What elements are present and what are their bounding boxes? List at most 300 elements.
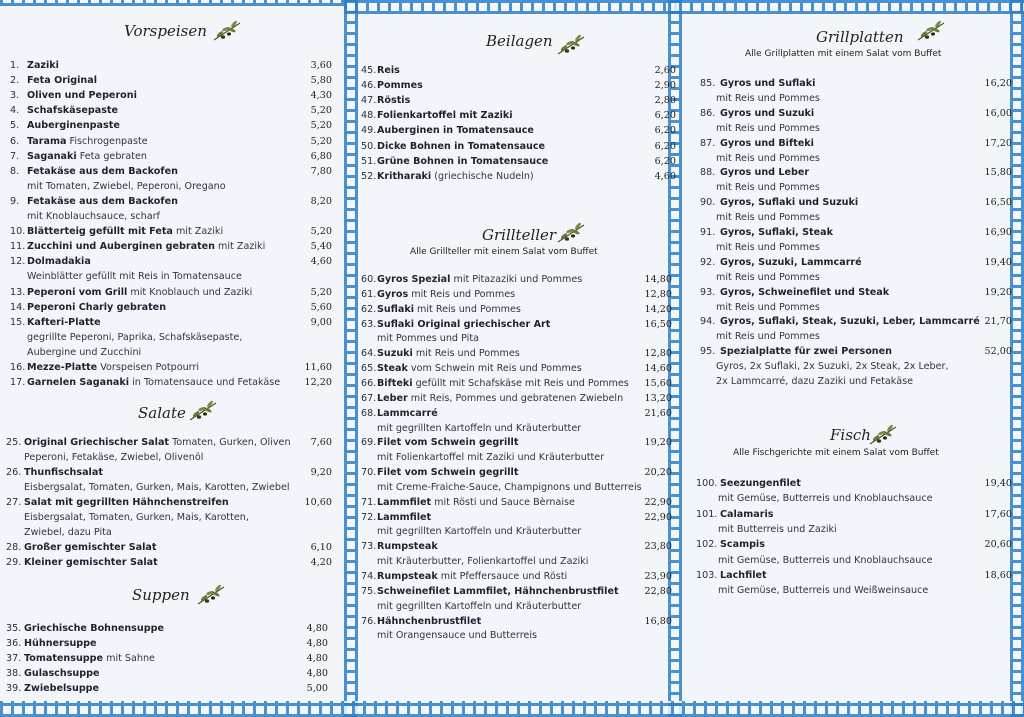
item-description: mit Reis und Pommes — [414, 303, 521, 315]
item-name: Großer gemischter Salat — [24, 542, 157, 553]
olive-branch-icon — [188, 400, 218, 422]
item-details: gegrillte Peperoni, Paprika, Schafskäsepaste, — [27, 331, 243, 343]
item-number: 60. — [361, 274, 377, 285]
item-price: 6,20 — [654, 155, 676, 167]
menu-item — [6, 623, 164, 635]
item-number: 2. — [10, 75, 20, 87]
item-price: 22,80 — [644, 585, 672, 597]
item-name: Grüne Bohnen in Tomatensauce — [377, 155, 549, 167]
menu-item — [361, 274, 583, 286]
item-details: mit Reis und Pommes — [716, 122, 820, 134]
menu-item — [361, 318, 551, 331]
item-number: 66. — [361, 377, 377, 389]
item-details: Eisbergsalat, Tomaten, Gurken, Mais, Karotten, — [24, 512, 249, 523]
item-details: mit Reis und Pommes — [716, 92, 820, 104]
item-number: 10. — [10, 226, 26, 238]
item-name: Auberginen in Tomatensauce — [377, 125, 534, 137]
item-details: mit Reis und Pommes — [716, 152, 820, 164]
menu-item — [361, 288, 516, 301]
item-price: 20,60 — [984, 539, 1012, 551]
item-name: Auberginenpaste — [27, 120, 120, 132]
olive-branch-icon — [556, 34, 586, 56]
item-name: Gyros, Suflaki, Steak — [720, 227, 833, 238]
item-name: Bifteki gefüllt mit Schafskäse mit Reis und Pommes — [377, 377, 629, 389]
item-details: Eisbergsalat, Tomaten, Gurken, Mais, Karotten, Zwiebel — [24, 482, 290, 493]
item-number: 101. — [696, 508, 718, 520]
item-price: 4,60 — [310, 256, 332, 268]
item-number: 9. — [10, 195, 20, 207]
greek-key-border-top-right — [668, 0, 1024, 14]
item-description: mit Zaziki — [172, 226, 224, 238]
greek-key-border-bottom — [0, 701, 1024, 717]
item-name: Gyros, Suflaki und Suzuki — [720, 197, 859, 209]
item-description: mit Pfeffersauce und Rösti — [437, 571, 568, 582]
menu-item — [361, 615, 482, 628]
menu-item — [361, 467, 519, 479]
item-name: Schafskäsepaste — [27, 105, 119, 117]
item-description: mit Reis und Pommes — [408, 288, 516, 300]
menu-item — [361, 496, 575, 509]
item-price: 5,40 — [310, 241, 332, 253]
item-name: Saganaki Feta gebraten — [27, 150, 147, 162]
olive-branch-icon — [916, 20, 946, 42]
menu-item — [700, 346, 892, 358]
item-name: Gyros mit Reis und Pommes — [377, 288, 516, 300]
menu-item — [361, 65, 400, 77]
item-number: 7. — [10, 150, 20, 162]
item-number: 37. — [6, 653, 22, 664]
item-number: 36. — [6, 638, 22, 649]
menu-item — [361, 348, 520, 360]
item-details: mit Reis und Pommes — [716, 301, 820, 313]
item-price: 17,60 — [984, 508, 1012, 520]
item-price: 22,90 — [644, 511, 672, 523]
item-name: Filet vom Schwein gegrillt — [377, 437, 519, 449]
item-name: Gyros und Leber — [720, 167, 810, 179]
item-price: 3,60 — [310, 60, 332, 71]
item-details: mit Reis und Pommes — [716, 182, 820, 194]
item-name: Salat mit gegrillten Hähnchenstreifen — [24, 497, 229, 508]
item-number: 51. — [361, 155, 377, 167]
item-details: mit gegrillten Kartoffeln und Kräuterbutter — [377, 600, 582, 612]
menu-item — [696, 569, 767, 582]
item-price: 5,20 — [310, 135, 332, 147]
item-details: mit Reis und Pommes — [716, 241, 820, 253]
menu-item — [361, 571, 568, 583]
menu-item — [6, 638, 97, 650]
menu-item — [361, 140, 546, 153]
item-name: Lammcarré — [377, 407, 438, 419]
item-number: 85. — [700, 78, 716, 89]
item-name: Hähnchenbrustfilet — [377, 615, 482, 627]
item-name: Calamaris — [720, 508, 774, 520]
item-name: Peperoni Charly gebraten — [27, 301, 167, 313]
menu-item — [6, 497, 229, 509]
item-price: 14,60 — [644, 363, 672, 375]
item-price: 4,30 — [310, 90, 332, 102]
item-price: 4,80 — [306, 668, 328, 679]
item-number: 71. — [361, 496, 377, 508]
item-price: 6,20 — [654, 110, 676, 122]
item-details: mit Gemüse, Butterreis und Weißweinsauce — [718, 585, 929, 597]
item-name: Leber mit Reis, Pommes und gebratenen Zwiebeln — [377, 392, 624, 404]
item-price: 21,60 — [644, 407, 672, 419]
menu-item — [700, 107, 815, 120]
menu-item — [10, 150, 147, 163]
item-details: mit Tomaten, Zwiebel, Peperoni, Oregano — [27, 180, 226, 192]
menu-item — [696, 478, 801, 490]
menu-item — [10, 90, 137, 102]
item-description: Tomaten, Gurken, Oliven — [169, 437, 291, 448]
item-number: 94. — [700, 316, 716, 328]
item-name: Hühnersuppe — [24, 638, 97, 649]
item-number: 102. — [696, 539, 718, 551]
item-name: Peperoni vom Grill mit Knoblauch und Zaziki — [27, 286, 253, 298]
menu-item — [361, 155, 549, 168]
item-name: Suflaki mit Reis und Pommes — [377, 303, 521, 315]
item-number: 74. — [361, 571, 377, 582]
item-name: Lammfilet — [377, 511, 432, 523]
item-name: Griechische Bohnensuppe — [24, 623, 164, 634]
menu-item — [10, 75, 97, 87]
item-price: 6,80 — [310, 150, 332, 162]
item-number: 67. — [361, 392, 377, 404]
item-name: Suzuki mit Reis und Pommes — [377, 348, 520, 360]
item-details: mit gegrillten Kartoffeln und Kräuterbutter — [377, 526, 582, 538]
item-description: (griechische Nudeln) — [431, 170, 534, 182]
item-name: Lachfilet — [720, 569, 767, 581]
item-number: 17. — [10, 377, 26, 389]
item-number: 103. — [696, 569, 718, 581]
item-number: 52. — [361, 170, 377, 182]
menu-item — [10, 135, 148, 148]
item-price: 11,60 — [304, 362, 332, 373]
section-title-beilagen: Beilagen — [486, 32, 553, 50]
item-name: Reis — [377, 65, 400, 76]
item-name: Mezze-Platte Vorspeisen Potpourri — [27, 362, 200, 373]
item-number: 35. — [6, 623, 22, 634]
item-number: 90. — [700, 197, 716, 209]
item-name: Lammfilet mit Rösti und Sauce Bèrnaise — [377, 496, 575, 508]
item-number: 86. — [700, 107, 716, 119]
menu-item — [700, 227, 833, 239]
item-name: Tarama Fischrogenpaste — [27, 135, 148, 147]
item-price: 22,90 — [644, 496, 672, 508]
menu-item — [6, 542, 157, 554]
item-details: mit Orangensauce und Butterreis — [377, 630, 537, 642]
section-title-suppen: Suppen — [132, 586, 190, 604]
item-number: 28. — [6, 542, 22, 553]
item-name: Gyros Spezial mit Pitazaziki und Pommes — [377, 274, 583, 285]
menu-item — [361, 363, 582, 375]
item-description: mit Zaziki — [215, 241, 266, 253]
item-details: mit Creme-Fraiche-Sauce, Champignons und Butterreis — [377, 481, 642, 493]
item-number: 50. — [361, 140, 377, 152]
item-price: 6,20 — [654, 125, 676, 137]
olive-branch-icon — [212, 20, 242, 42]
section-title-grillteller: Grillteller — [482, 226, 557, 244]
item-details: mit Butterreis und Zaziki — [718, 523, 837, 535]
item-price: 21,70 — [984, 316, 1012, 328]
item-details: Gyros, 2x Suflaki, 2x Suzuki, 2x Steak, 2x Leber, — [716, 361, 949, 373]
item-price: 14,80 — [644, 274, 672, 285]
item-number: 76. — [361, 615, 377, 627]
item-number: 46. — [361, 80, 377, 92]
item-name: Gyros, Suflaki, Steak, Suzuki, Leber, Lammcarré — [720, 316, 980, 328]
menu-item — [10, 286, 253, 299]
section-title-vorspeisen: Vorspeisen — [124, 22, 207, 40]
menu-item — [696, 539, 765, 551]
item-price: 9,00 — [310, 316, 332, 328]
item-number: 72. — [361, 511, 377, 523]
item-name: Gulaschsuppe — [24, 668, 100, 679]
item-number: 25. — [6, 437, 22, 448]
item-name: Gyros und Suflaki — [720, 78, 816, 89]
item-price: 17,20 — [984, 137, 1012, 149]
item-number: 64. — [361, 348, 377, 360]
item-number: 93. — [700, 286, 716, 298]
item-details: mit Folienkartoffel mit Zaziki und Kräuterbutter — [377, 452, 605, 464]
menu-item — [696, 508, 774, 521]
menu-item — [361, 110, 513, 122]
item-price: 23,90 — [644, 571, 672, 582]
menu-item — [10, 301, 167, 314]
item-number: 88. — [700, 167, 716, 179]
item-number: 63. — [361, 318, 377, 330]
item-price: 2,60 — [654, 65, 676, 76]
item-name: Blätterteig gefüllt mit Feta mit Zaziki — [27, 226, 224, 238]
olive-branch-icon — [196, 584, 226, 606]
menu-item — [700, 197, 859, 209]
item-number: 91. — [700, 227, 716, 238]
item-number: 48. — [361, 110, 377, 122]
item-number: 1. — [10, 60, 20, 71]
item-number: 70. — [361, 467, 377, 479]
item-name: Rumpsteak — [377, 541, 438, 553]
item-details: mit Gemüse, Butterreis und Knoblauchsauce — [718, 493, 933, 505]
item-name: Schweinefilet Lammfilet, Hähnchenbrustfilet — [377, 585, 619, 597]
item-number: 65. — [361, 363, 377, 375]
item-price: 16,90 — [984, 227, 1012, 238]
item-name: Kritharaki (griechische Nudeln) — [377, 170, 534, 182]
item-number: 69. — [361, 437, 377, 449]
item-price: 15,60 — [644, 377, 672, 389]
menu-item — [700, 286, 890, 299]
greek-key-border-right-edge — [1010, 0, 1024, 717]
item-details: mit Gemüse, Butterreis und Knoblauchsauce — [718, 554, 933, 566]
item-price: 12,20 — [304, 377, 332, 389]
item-number: 11. — [10, 241, 26, 253]
item-number: 29. — [6, 557, 22, 568]
item-price: 5,20 — [310, 286, 332, 298]
menu-item — [361, 80, 423, 92]
item-description: mit Sahne — [103, 653, 155, 664]
item-details: Aubergine und Zucchini — [27, 346, 142, 358]
menu-item — [10, 362, 200, 374]
menu-item — [361, 407, 438, 420]
olive-branch-icon — [556, 222, 586, 244]
item-name: Oliven und Peperoni — [27, 90, 137, 102]
item-price: 4,80 — [306, 638, 328, 649]
item-details: mit gegrillten Kartoffeln und Kräuterbutter — [377, 422, 582, 434]
menu-item — [10, 256, 91, 268]
item-number: 75. — [361, 585, 377, 597]
menu-item — [10, 241, 266, 253]
item-name: Suflaki Original griechischer Art — [377, 318, 551, 330]
item-name: Kleiner gemischter Salat — [24, 557, 158, 568]
item-price: 5,00 — [306, 683, 328, 694]
item-number: 100. — [696, 478, 718, 489]
item-number: 45. — [361, 65, 377, 76]
item-number: 4. — [10, 105, 20, 117]
item-details: mit Knoblauchsauce, scharf — [27, 211, 160, 222]
item-description: Fischrogenpaste — [66, 135, 148, 147]
item-description: mit Rösti und Sauce Bèrnaise — [431, 496, 575, 508]
item-number: 26. — [6, 467, 22, 478]
item-price: 7,60 — [310, 437, 332, 448]
menu-item — [6, 653, 155, 665]
item-details: Peperoni, Fetakäse, Zwiebel, Olivenöl — [24, 452, 204, 463]
item-description: mit Pitazaziki und Pommes — [450, 274, 583, 285]
item-name: Zucchini und Auberginen gebraten mit Zaziki — [27, 241, 266, 253]
item-description: mit Reis und Pommes — [412, 348, 520, 360]
item-price: 16,80 — [644, 615, 672, 627]
section-title-fisch: Fisch — [830, 426, 871, 444]
item-price: 19,40 — [984, 478, 1012, 489]
item-number: 13. — [10, 286, 26, 298]
item-price: 5,60 — [310, 301, 332, 313]
item-description: gefüllt mit Schafskäse mit Reis und Pommes — [412, 377, 629, 389]
item-name: Seezungenfilet — [720, 478, 801, 489]
grillteller-subtitle: Alle Grillteller mit einem Salat vom Buffet — [410, 247, 598, 257]
item-details: mit Kräuterbutter, Folienkartoffel und Zaziki — [377, 556, 589, 568]
grillplatten-subtitle: Alle Grillplatten mit einem Salat vom Buffet — [745, 49, 942, 59]
item-price: 19,20 — [984, 286, 1012, 298]
item-price: 6,10 — [310, 542, 332, 553]
item-number: 8. — [10, 165, 20, 177]
item-name: Scampis — [720, 539, 765, 551]
item-name: Folienkartoffel mit Zaziki — [377, 110, 513, 122]
menu-item — [361, 392, 624, 405]
item-name: Gyros, Schweinefilet und Steak — [720, 286, 890, 298]
item-details: mit Reis und Pommes — [716, 331, 820, 343]
item-details: mit Pommes und Pita — [377, 333, 479, 345]
item-price: 7,80 — [310, 165, 332, 177]
item-number: 3. — [10, 90, 20, 102]
item-price: 4,80 — [306, 653, 328, 664]
item-name: Pommes — [377, 80, 423, 92]
greek-key-border-top-left — [0, 0, 344, 6]
item-description: in Tomatensauce und Fetakäse — [129, 377, 281, 389]
item-price: 12,80 — [644, 288, 672, 300]
menu-item — [10, 195, 178, 208]
menu-item — [361, 541, 438, 553]
item-name: Feta Original — [27, 75, 97, 87]
item-price: 16,20 — [984, 78, 1012, 89]
menu-item — [10, 377, 281, 389]
menu-item — [6, 467, 103, 479]
item-details: Zwiebel, dazu Pita — [24, 527, 112, 538]
item-name: Gyros und Suzuki — [720, 107, 815, 119]
item-price: 9,20 — [310, 467, 332, 478]
item-number: 68. — [361, 407, 377, 419]
menu-item — [361, 511, 432, 524]
menu-item — [361, 585, 619, 598]
olive-branch-icon — [868, 424, 898, 446]
item-price: 52,00 — [984, 346, 1012, 358]
item-number: 38. — [6, 668, 22, 679]
item-price: 6,20 — [654, 140, 676, 152]
item-number: 92. — [700, 256, 716, 268]
item-name: Röstis — [377, 95, 411, 107]
menu-item — [361, 125, 534, 137]
section-title-grillplatten: Grillplatten — [816, 28, 904, 46]
item-details: 2x Lammcarré, dazu Zaziki und Fetakäse — [716, 376, 913, 387]
item-number: 61. — [361, 288, 377, 300]
item-description: vom Schwein mit Reis und Pommes — [407, 363, 582, 375]
section-title-salate: Salate — [138, 404, 186, 422]
item-description: Feta gebraten — [76, 150, 147, 162]
item-name: Tomatensuppe mit Sahne — [24, 653, 155, 664]
item-name: Thunfischsalat — [24, 467, 103, 478]
item-price: 5,20 — [310, 226, 332, 238]
item-price: 5,20 — [310, 120, 332, 132]
menu-item — [700, 137, 814, 150]
menu-item — [10, 226, 224, 238]
item-price: 5,20 — [310, 105, 332, 117]
item-details: mit Reis und Pommes — [716, 271, 820, 283]
item-number: 95. — [700, 346, 716, 358]
item-description: Vorspeisen Potpourri — [97, 362, 200, 373]
menu-item — [10, 165, 178, 178]
item-price: 8,20 — [310, 195, 332, 207]
greek-key-border-top-middle — [344, 0, 682, 14]
item-price: 15,80 — [984, 167, 1012, 179]
item-number: 73. — [361, 541, 377, 553]
item-price: 4,20 — [310, 557, 332, 568]
item-name: Steak vom Schwein mit Reis und Pommes — [377, 363, 582, 375]
menu-item — [6, 683, 100, 695]
item-name: Gyros, Suzuki, Lammcarré — [720, 256, 862, 268]
menu-item — [700, 256, 862, 269]
menu-item — [361, 170, 534, 183]
item-price: 19,40 — [984, 256, 1012, 268]
menu-item — [700, 316, 980, 328]
item-number: 27. — [6, 497, 22, 508]
menu-item — [361, 95, 411, 107]
menu-item — [700, 78, 816, 90]
item-price: 23,80 — [644, 541, 672, 553]
item-price: 19,20 — [644, 437, 672, 449]
fisch-subtitle: Alle Fischgerichte mit einem Salat vom Buffet — [733, 448, 939, 458]
item-name: Garnelen Saganaki in Tomatensauce und Fetakäse — [27, 377, 281, 389]
menu-item — [10, 60, 59, 72]
item-number: 47. — [361, 95, 377, 107]
item-price: 4,60 — [654, 170, 676, 182]
menu-item — [10, 105, 119, 117]
menu-item — [361, 377, 629, 390]
item-name: Spezialplatte für zwei Personen — [720, 346, 892, 358]
item-number: 12. — [10, 256, 26, 268]
item-number: 39. — [6, 683, 22, 694]
item-number: 5. — [10, 120, 20, 132]
item-number: 62. — [361, 303, 377, 315]
menu-item — [6, 557, 158, 569]
menu-item — [361, 303, 521, 316]
item-price: 14,20 — [644, 303, 672, 315]
item-number: 15. — [10, 316, 26, 328]
item-price: 5,80 — [310, 75, 332, 87]
